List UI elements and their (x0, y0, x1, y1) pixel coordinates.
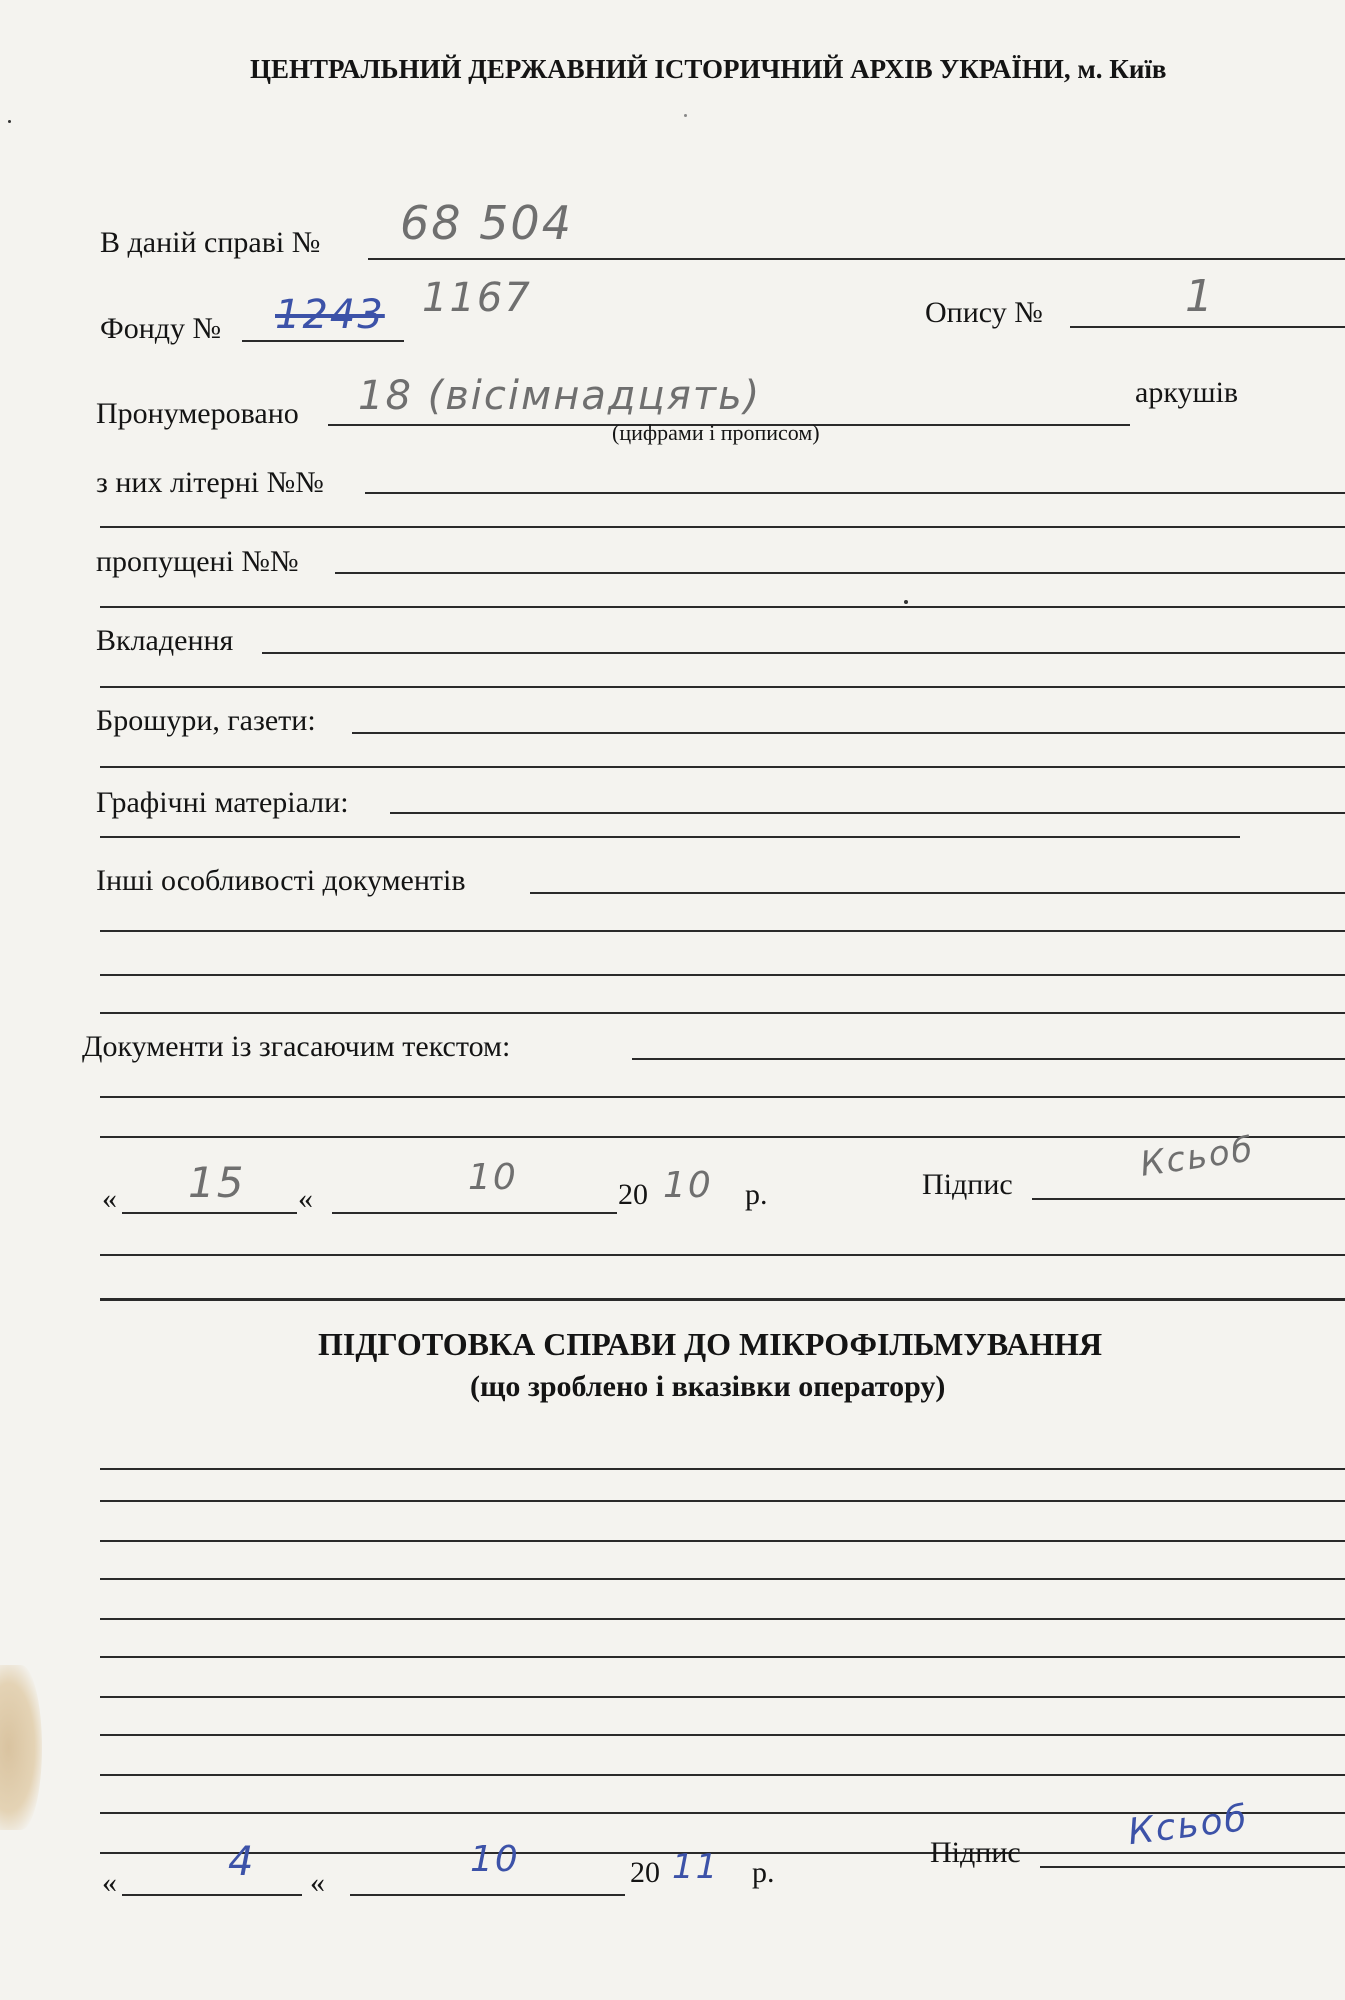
other-line (530, 892, 1345, 894)
date1-open-quote: « (102, 1182, 117, 1215)
section-line-6 (100, 1656, 1345, 1658)
graphics-label: Графічні матеріали: (96, 786, 349, 819)
ink-speck-3 (684, 114, 687, 117)
paper-stain (0, 1665, 42, 1830)
enclosures-line (262, 652, 1345, 654)
section-line-1 (100, 1468, 1345, 1470)
section-title: ПІДГОТОВКА СПРАВИ ДО МІКРОФІЛЬМУВАННЯ (318, 1326, 1103, 1362)
section-divider (100, 1298, 1345, 1301)
section-subtitle: (що зроблено і вказівки оператору) (470, 1370, 946, 1403)
section-line-11 (100, 1852, 1345, 1854)
date1-year-prefix: 20 (618, 1178, 648, 1211)
opys-label: Опису № (925, 296, 1043, 329)
letter-nums-label: з них літерні №№ (96, 466, 324, 499)
enclosures-label: Вкладення (96, 624, 234, 657)
numbered-value: 18 (вісімнадцять) (358, 373, 762, 419)
case-line (368, 258, 1345, 260)
date1-month: 10 (468, 1157, 518, 1198)
skipped-line (335, 572, 1345, 574)
fond-value: 1167 (422, 275, 532, 321)
date1-day-line (122, 1212, 297, 1214)
date2-day: 4 (228, 1839, 256, 1885)
opys-value: 1 (1185, 271, 1215, 322)
fond-line (242, 340, 404, 342)
brochures-extra-line (100, 766, 1345, 768)
fading-label: Документи із згасаючим текстом: (82, 1030, 511, 1063)
letter-nums-line (365, 492, 1345, 494)
other-extra-line-2 (100, 974, 1345, 976)
numbered-suffix: аркушів (1135, 376, 1239, 409)
section-line-5 (100, 1618, 1345, 1620)
date2-close-quote: « (310, 1866, 325, 1899)
date2-sign-label: Підпис (930, 1836, 1021, 1869)
date2-signature: Ксьоб (1125, 1797, 1251, 1854)
letter-nums-extra-line (100, 526, 1345, 528)
date2-day-line (122, 1894, 302, 1896)
fading-line (632, 1058, 1345, 1060)
date2-year-mark: р. (752, 1856, 775, 1889)
date1-close-quote: « (298, 1182, 313, 1215)
numbered-label: Пронумеровано (96, 397, 299, 430)
date1-extra-line (100, 1254, 1345, 1256)
section-line-3 (100, 1540, 1345, 1542)
ink-speck-2 (8, 120, 11, 123)
date2-year-suffix: 11 (672, 1847, 720, 1887)
case-value: 68 504 (400, 196, 573, 250)
other-extra-line-3 (100, 1012, 1345, 1014)
section-line-4 (100, 1578, 1345, 1580)
brochures-line (352, 732, 1345, 734)
date1-sign-label: Підпис (922, 1168, 1013, 1201)
fading-extra-line-1 (100, 1096, 1345, 1098)
archive-header: ЦЕНТРАЛЬНИЙ ДЕРЖАВНИЙ ІСТОРИЧНИЙ АРХІВ УКРАЇНИ, м. Київ (250, 54, 1167, 84)
skipped-label: пропущені №№ (96, 545, 299, 578)
date1-day: 15 (188, 1158, 246, 1207)
date1-signature: Ксьоб (1137, 1129, 1257, 1185)
section-line-2 (100, 1500, 1345, 1502)
date2-open-quote: « (102, 1866, 117, 1899)
date1-month-line (332, 1212, 617, 1214)
date2-sign-line (1040, 1866, 1345, 1868)
graphics-extra-line (100, 836, 1240, 838)
enclosures-extra-line (100, 686, 1345, 688)
date2-month-line (350, 1894, 625, 1896)
case-label: В даній справі № (100, 226, 321, 259)
fond-label: Фонду № (100, 312, 222, 345)
date2-year-prefix: 20 (630, 1856, 660, 1889)
section-line-7 (100, 1696, 1345, 1698)
fond-value-crossed: 1243 (275, 292, 385, 338)
fading-extra-line-2 (100, 1136, 1345, 1138)
date1-sign-line (1032, 1198, 1345, 1200)
date1-year-mark: р. (745, 1178, 768, 1211)
other-extra-line-1 (100, 930, 1345, 932)
date2-month: 10 (470, 1839, 520, 1880)
numbered-hint: (цифрами і прописом) (612, 420, 820, 445)
section-line-9 (100, 1774, 1345, 1776)
brochures-label: Брошури, газети: (96, 704, 316, 737)
skipped-extra-line (100, 606, 1345, 608)
other-label: Інші особливості документів (96, 864, 466, 897)
section-line-8 (100, 1734, 1345, 1736)
opys-line (1070, 326, 1345, 328)
date1-year-suffix: 10 (663, 1165, 713, 1206)
graphics-line (390, 812, 1345, 814)
ink-speck (904, 600, 908, 604)
